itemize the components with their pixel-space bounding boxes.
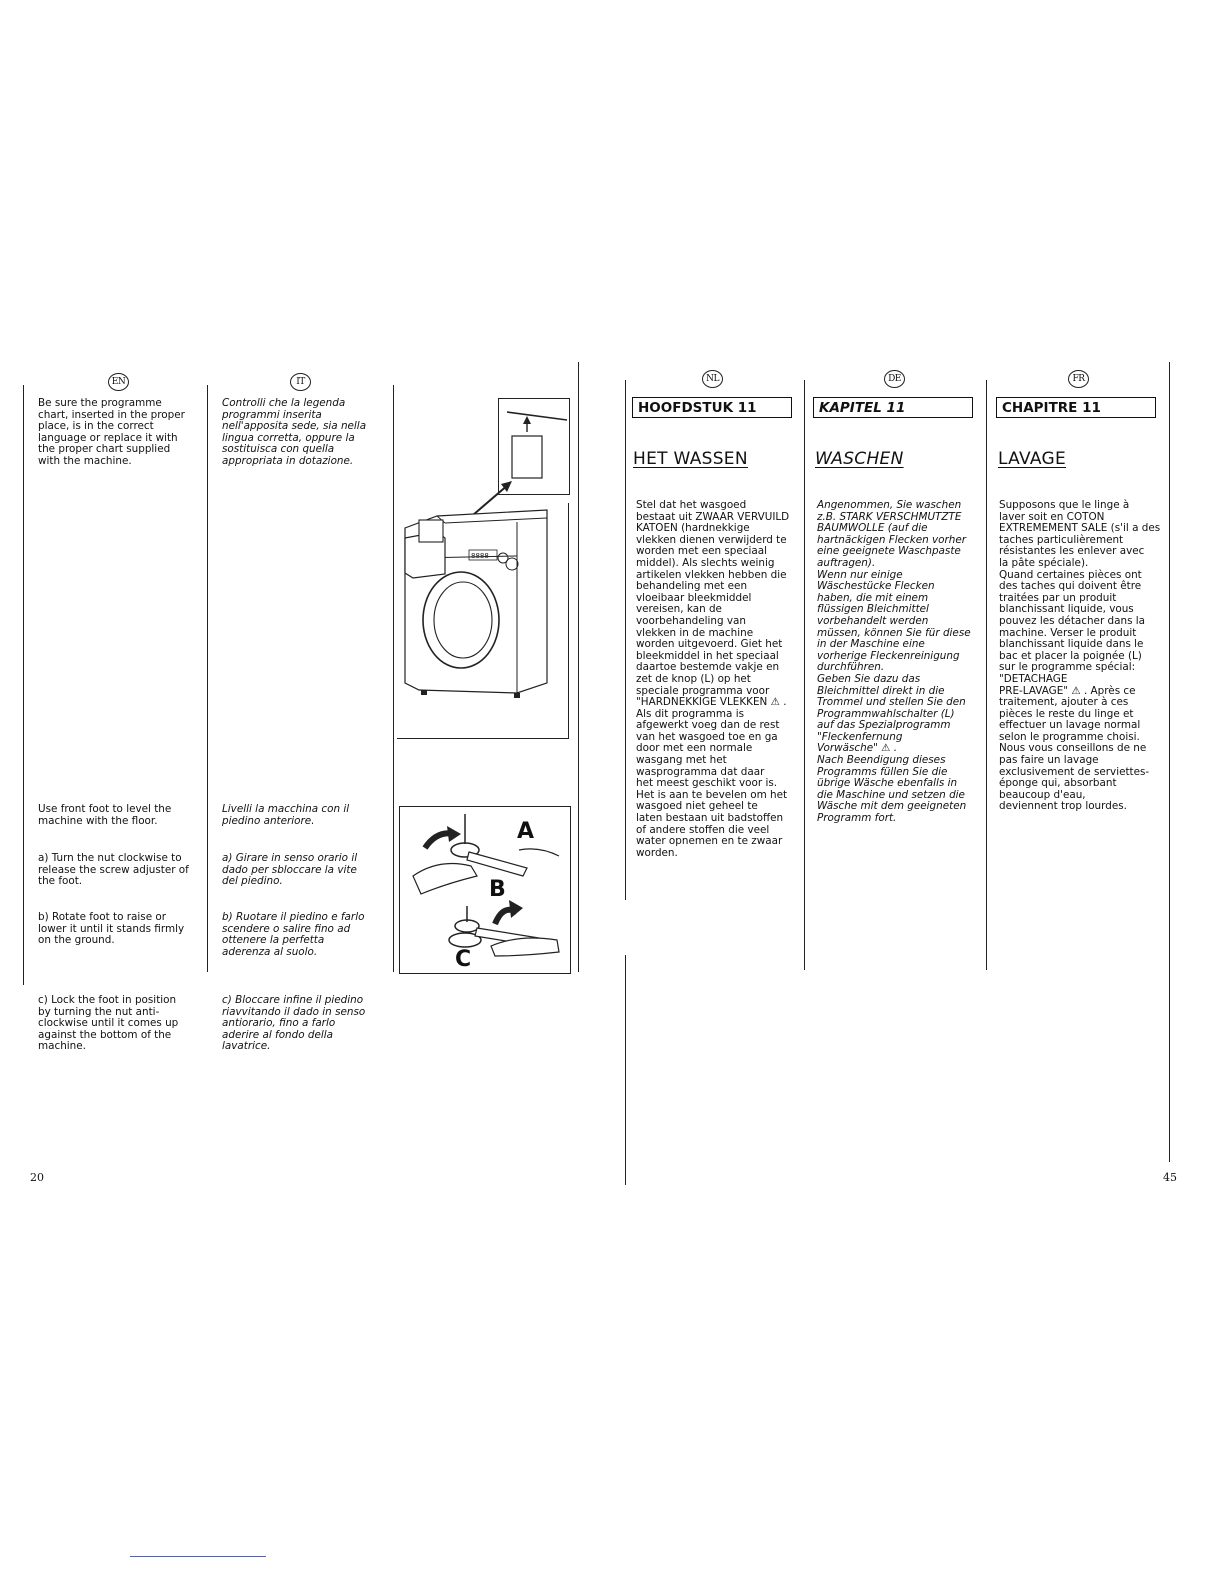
- page-number-right: 45: [1163, 1171, 1177, 1184]
- language-badge-fr: FR: [1068, 370, 1089, 388]
- language-badge-en: EN: [108, 373, 129, 391]
- language-badge-it: IT: [290, 373, 311, 391]
- chapter-title-nl: HOOFDSTUK 11: [632, 397, 792, 418]
- en-step-a: a) Turn the nut clockwise to release the screw adjuster of the foot.: [38, 852, 189, 888]
- body-text-fr: Supposons que le linge à laver soit en COTON EXTREMEMENT SALE (s'il a des taches particulièrement résistantes les enlever avec la pâte spéciale). Quand certaines pièces ont des taches qui doivent être traitées par un produit blanchissant liquide, vous pouvez les détacher dans la machine. Verser le produit blanchissant liquide dans le bac et placer la poignée (L) sur le programme spécial: "DETACHAGE PRE-LAVAGE" ⚠ . Après ce traitement, ajouter à ces pièces le reste du linge et effectuer un lavage normal selon le programme choisi. Nous vous conseillons de ne pas faire un lavage exclusivement de serviettes- éponge qui, absorbant beaucoup d'eau, deviennent trop lourdes.: [999, 499, 1161, 813]
- it-step-b: b) Ruotare il piedino e farlo scendere o salire fino ad ottenere la perfetta aderenza al suolo.: [222, 911, 365, 958]
- section-heading-fr: LAVAGE: [998, 449, 1066, 469]
- link-underline: [130, 1556, 266, 1557]
- it-step-a: a) Girare in senso orario il dado per sbloccare la vite del piedino.: [222, 852, 358, 888]
- language-badge-de: DE: [884, 370, 905, 388]
- figure-label-c: C: [455, 947, 472, 972]
- chapter-title-de: KAPITEL 11: [813, 397, 973, 418]
- en-step-c: c) Lock the foot in position by turning the nut anti- clockwise until it comes up against the bottom of the machine.: [38, 994, 179, 1053]
- en-level-instruction: Use front foot to level the machine with the floor.: [38, 803, 172, 827]
- foot-adjustment-illustration: [399, 806, 569, 972]
- en-programme-chart-note: Be sure the programme chart, inserted in the proper place, is in the correct language or replace it with the proper chart supplied with the machine.: [38, 397, 185, 467]
- it-step-c: c) Bloccare infine il piedino riavvitando il dado in senso antiorario, fino a farlo aderire al fondo della lavatrice.: [222, 994, 366, 1053]
- washing-machine-illustration: [397, 398, 569, 740]
- figure-label-a: A: [517, 819, 535, 844]
- language-badge-nl: NL: [702, 370, 723, 388]
- figure-label-b: B: [489, 877, 506, 902]
- chapter-title-fr: CHAPITRE 11: [996, 397, 1156, 418]
- page-number-left: 20: [30, 1171, 44, 1184]
- body-text-de: Angenommen, Sie waschen z.B. STARK VERSCHMUTZTE BAUMWOLLE (auf die hartnäckigen Flecken vorher eine geeignete Waschpaste auftragen). Wenn nur einige Wäschestücke Flecken haben, die mit einem flüssigen Bleichmittel vorbehandelt werden müssen, können Sie für diese in der Maschine eine vorherige Fleckenreinigung durchführen. Geben Sie dazu das Bleichmittel direkt in die Trommel und stellen Sie den Programmwahlschalter (L) auf das Spezialprogramm "Fleckenfernung Vorwäsche" ⚠ . Nach Beendigung dieses Programms füllen Sie die übrige Wäsche ebenfalls in die Maschine und setzen die Wäsche mit dem geeigneten Programm fort.: [817, 499, 971, 825]
- control-panel-display: 8888: [471, 552, 489, 560]
- section-heading-nl: HET WASSEN: [633, 449, 748, 469]
- en-step-b: b) Rotate foot to raise or lower it until it stands firmly on the ground.: [38, 911, 185, 947]
- body-text-nl: Stel dat het wasgoed bestaat uit ZWAAR VERVUILD KATOEN (hardnekkige vlekken dienen verwijderd te worden met een speciaal middel). Als slechts weinig artikelen vlekken hebben die behandeling met een vloeibaar bleekmiddel vereisen, kan de voorbehandeling van vlekken in de machine worden uitgevoerd. Giet het bleekmiddel in het speciaal daartoe bestemde vakje en zet de knop (L) op het speciale programma voor "HARDNEKKIGE VLEKKEN ⚠ . Als dit programma is afgewerkt voeg dan de rest van het wasgoed toe en ga door met een normale wasgang met het wasprogramma dat daar het meest geschikt voor is. Het is aan te bevelen om het wasgoed niet geheel te laten bestaan uit badstoffen of andere stoffen die veel water opnemen en te zwaar worden.: [636, 499, 790, 859]
- it-programme-chart-note: Controlli che la legenda programmi inserita nell'apposita sede, sia nella lingua corretta, oppure la sostituisca con quella appropriata in dotazione.: [222, 397, 367, 467]
- section-heading-de: WASCHEN: [815, 449, 904, 469]
- it-level-instruction: Livelli la macchina con il piedino anteriore.: [222, 803, 350, 827]
